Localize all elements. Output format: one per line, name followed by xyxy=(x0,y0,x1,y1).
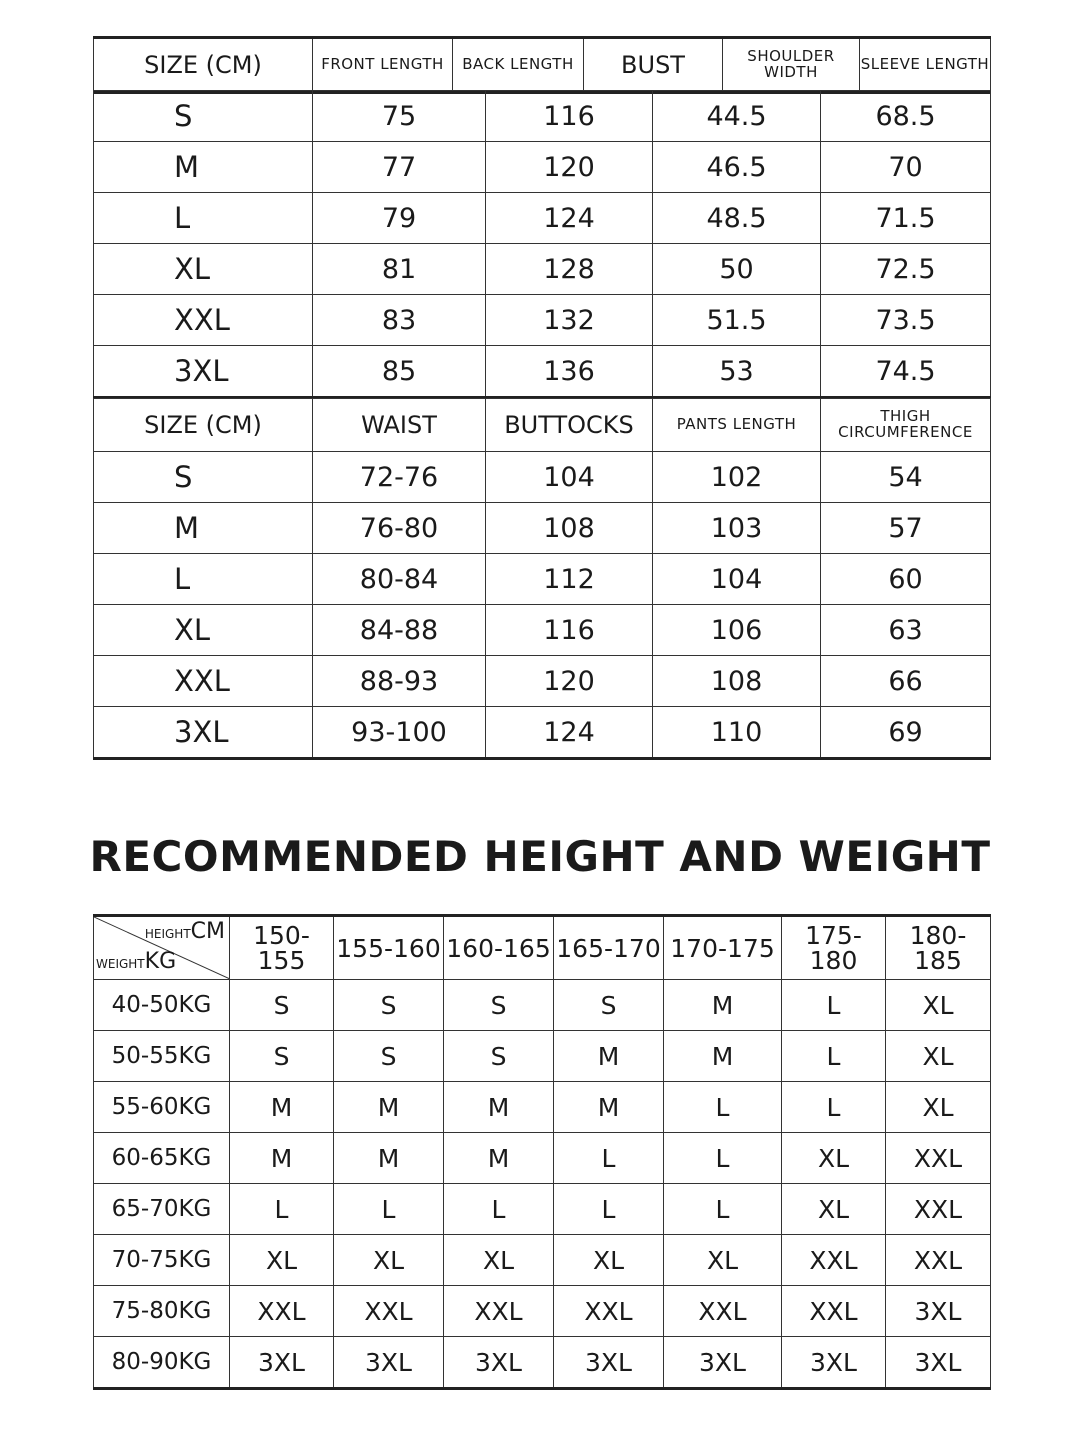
waist-cell: 76-80 xyxy=(313,503,486,554)
recommended-size-cell: XXL xyxy=(782,1235,886,1286)
back-length-cell: 128 xyxy=(486,244,653,295)
recommended-size-cell: XL xyxy=(886,980,991,1031)
recommended-size-cell: L xyxy=(664,1184,782,1235)
size-cell: M xyxy=(94,503,313,554)
recommended-size-cell: 3XL xyxy=(334,1337,444,1389)
size-cell: S xyxy=(94,91,313,142)
table-row xyxy=(94,1133,991,1184)
header-pants-length: PANTS LENGTH xyxy=(653,399,821,452)
recommended-size-cell: L xyxy=(782,980,886,1031)
pants-length-cell: 104 xyxy=(653,554,821,605)
table-row xyxy=(94,1031,991,1082)
weight-cell: 50-55KG xyxy=(94,1031,230,1082)
recommended-size-cell: M xyxy=(444,1082,554,1133)
size-cell: S xyxy=(94,452,313,503)
table-row xyxy=(94,1235,991,1286)
recommended-size-cell: S xyxy=(334,980,444,1031)
front-length-cell: 85 xyxy=(313,346,486,398)
sleeve-length-cell: 73.5 xyxy=(821,295,991,346)
thigh-cell: 66 xyxy=(821,656,991,707)
table-row xyxy=(94,554,991,605)
table-row xyxy=(94,452,991,503)
recommend-header-row xyxy=(94,916,991,980)
table-row xyxy=(94,1337,991,1389)
recommended-size-cell: XXL xyxy=(886,1184,991,1235)
recommended-size-cell: L xyxy=(664,1133,782,1184)
recommended-size-cell: L xyxy=(782,1082,886,1133)
upper-size-table xyxy=(93,36,991,94)
pants-length-cell: 110 xyxy=(653,707,821,759)
buttocks-cell: 104 xyxy=(486,452,653,503)
back-length-cell: 136 xyxy=(486,346,653,398)
back-length-cell: 116 xyxy=(486,91,653,142)
recommended-size-cell: XXL xyxy=(886,1235,991,1286)
size-cell: L xyxy=(94,554,313,605)
recommended-size-cell: M xyxy=(444,1133,554,1184)
back-length-cell: 120 xyxy=(486,142,653,193)
sleeve-length-cell: 70 xyxy=(821,142,991,193)
recommended-size-cell: L xyxy=(334,1184,444,1235)
pants-length-cell: 108 xyxy=(653,656,821,707)
recommended-size-cell: L xyxy=(782,1031,886,1082)
buttocks-cell: 120 xyxy=(486,656,653,707)
recommend-table xyxy=(93,914,991,1390)
weight-cell: 55-60KG xyxy=(94,1082,230,1133)
bust-cell: 53 xyxy=(653,346,821,398)
bust-cell: 44.5 xyxy=(653,91,821,142)
sleeve-length-cell: 74.5 xyxy=(821,346,991,398)
waist-cell: 84-88 xyxy=(313,605,486,656)
waist-cell: 72-76 xyxy=(313,452,486,503)
upper-header-row xyxy=(94,38,991,93)
table-row xyxy=(94,503,991,554)
weight-cell: 40-50KG xyxy=(94,980,230,1031)
front-length-cell: 79 xyxy=(313,193,486,244)
height-col-3: 165-170 xyxy=(554,916,664,980)
header-size: SIZE (CM) xyxy=(94,38,313,93)
recommended-size-cell: M xyxy=(554,1082,664,1133)
height-col-6: 180-185 xyxy=(886,916,991,980)
recommended-size-cell: M xyxy=(334,1082,444,1133)
waist-cell: 93-100 xyxy=(313,707,486,759)
pants-length-cell: 106 xyxy=(653,605,821,656)
bust-cell: 46.5 xyxy=(653,142,821,193)
recommended-size-cell: XL xyxy=(444,1235,554,1286)
table-row xyxy=(94,707,991,759)
recommended-size-cell: XL xyxy=(554,1235,664,1286)
recommended-size-cell: XL xyxy=(782,1133,886,1184)
header-shoulder-width: SHOULDER WIDTH xyxy=(723,38,860,93)
thigh-cell: 57 xyxy=(821,503,991,554)
table-row xyxy=(94,1286,991,1337)
bust-cell: 51.5 xyxy=(653,295,821,346)
recommended-size-cell: L xyxy=(554,1133,664,1184)
pants-length-cell: 102 xyxy=(653,452,821,503)
recommended-size-cell: S xyxy=(230,980,334,1031)
table-row xyxy=(94,295,991,346)
sleeve-length-cell: 71.5 xyxy=(821,193,991,244)
recommended-size-cell: S xyxy=(444,980,554,1031)
thigh-cell: 63 xyxy=(821,605,991,656)
recommended-size-cell: M xyxy=(554,1031,664,1082)
table-row xyxy=(94,142,991,193)
pants-length-cell: 103 xyxy=(653,503,821,554)
height-col-0: 150-155 xyxy=(230,916,334,980)
thigh-cell: 54 xyxy=(821,452,991,503)
recommended-size-cell: M xyxy=(230,1082,334,1133)
recommend-title: RECOMMENDED HEIGHT AND WEIGHT xyxy=(89,832,991,881)
weight-unit: KG xyxy=(144,949,177,974)
header-buttocks: BUTTOCKS xyxy=(486,399,653,452)
recommended-size-cell: L xyxy=(444,1184,554,1235)
height-word: HEIGHT xyxy=(144,927,191,941)
table-row xyxy=(94,605,991,656)
recommended-size-cell: XXL xyxy=(886,1133,991,1184)
header-size-2: SIZE (CM) xyxy=(94,399,313,452)
recommended-size-cell: S xyxy=(334,1031,444,1082)
recommended-size-cell: 3XL xyxy=(230,1337,334,1389)
recommended-size-cell: M xyxy=(664,1031,782,1082)
recommended-size-cell: XXL xyxy=(230,1286,334,1337)
recommended-size-cell: L xyxy=(554,1184,664,1235)
weight-cell: 65-70KG xyxy=(94,1184,230,1235)
recommended-size-cell: 3XL xyxy=(554,1337,664,1389)
height-corner-label xyxy=(145,921,225,943)
buttocks-cell: 124 xyxy=(486,707,653,759)
size-cell: XL xyxy=(94,244,313,295)
sleeve-length-cell: 72.5 xyxy=(821,244,991,295)
table-row xyxy=(94,656,991,707)
recommended-size-cell: L xyxy=(230,1184,334,1235)
upper-size-body xyxy=(93,90,991,399)
size-cell: XXL xyxy=(94,656,313,707)
recommended-size-cell: XL xyxy=(230,1235,334,1286)
front-length-cell: 77 xyxy=(313,142,486,193)
recommended-size-cell: M xyxy=(334,1133,444,1184)
lower-header-row xyxy=(94,399,991,452)
weight-cell: 60-65KG xyxy=(94,1133,230,1184)
size-cell: 3XL xyxy=(94,707,313,759)
header-bust: BUST xyxy=(584,38,723,93)
recommended-size-cell: XXL xyxy=(334,1286,444,1337)
recommended-size-cell: L xyxy=(664,1082,782,1133)
recommended-size-cell: M xyxy=(230,1133,334,1184)
weight-cell: 75-80KG xyxy=(94,1286,230,1337)
recommended-size-cell: XXL xyxy=(782,1286,886,1337)
sleeve-length-cell: 68.5 xyxy=(821,91,991,142)
front-length-cell: 75 xyxy=(313,91,486,142)
recommended-size-cell: XXL xyxy=(664,1286,782,1337)
header-sleeve-length: SLEEVE LENGTH xyxy=(860,38,991,93)
thigh-cell: 60 xyxy=(821,554,991,605)
front-length-cell: 81 xyxy=(313,244,486,295)
table-row xyxy=(94,193,991,244)
table-row xyxy=(94,1082,991,1133)
header-thigh-circumference: THIGH CIRCUMFERENCE xyxy=(821,399,991,452)
buttocks-cell: 112 xyxy=(486,554,653,605)
back-length-cell: 132 xyxy=(486,295,653,346)
recommended-size-cell: XL xyxy=(886,1031,991,1082)
weight-corner-label xyxy=(96,951,176,973)
buttocks-cell: 108 xyxy=(486,503,653,554)
recommended-size-cell: M xyxy=(664,980,782,1031)
size-cell: 3XL xyxy=(94,346,313,398)
size-cell: XL xyxy=(94,605,313,656)
recommended-size-cell: S xyxy=(554,980,664,1031)
height-col-5: 175-180 xyxy=(782,916,886,980)
height-col-4: 170-175 xyxy=(664,916,782,980)
bust-cell: 50 xyxy=(653,244,821,295)
buttocks-cell: 116 xyxy=(486,605,653,656)
lower-size-table xyxy=(93,398,991,760)
table-row xyxy=(94,346,991,398)
header-waist: WAIST xyxy=(313,399,486,452)
recommended-size-cell: S xyxy=(230,1031,334,1082)
waist-cell: 88-93 xyxy=(313,656,486,707)
recommended-size-cell: 3XL xyxy=(444,1337,554,1389)
back-length-cell: 124 xyxy=(486,193,653,244)
recommended-size-cell: XL xyxy=(886,1082,991,1133)
front-length-cell: 83 xyxy=(313,295,486,346)
recommended-size-cell: XXL xyxy=(444,1286,554,1337)
bust-cell: 48.5 xyxy=(653,193,821,244)
recommended-size-cell: XL xyxy=(334,1235,444,1286)
weight-cell: 70-75KG xyxy=(94,1235,230,1286)
height-col-2: 160-165 xyxy=(444,916,554,980)
height-unit: CM xyxy=(190,919,225,944)
size-cell: L xyxy=(94,193,313,244)
recommended-size-cell: 3XL xyxy=(886,1337,991,1389)
recommended-size-cell: XXL xyxy=(554,1286,664,1337)
recommended-size-cell: 3XL xyxy=(782,1337,886,1389)
table-row xyxy=(94,1184,991,1235)
thigh-cell: 69 xyxy=(821,707,991,759)
recommended-size-cell: XL xyxy=(782,1184,886,1235)
corner-cell xyxy=(94,916,230,980)
recommended-size-cell: 3XL xyxy=(664,1337,782,1389)
weight-cell: 80-90KG xyxy=(94,1337,230,1389)
height-col-1: 155-160 xyxy=(334,916,444,980)
recommended-size-cell: XL xyxy=(664,1235,782,1286)
header-back-length: BACK LENGTH xyxy=(453,38,584,93)
size-cell: XXL xyxy=(94,295,313,346)
size-cell: M xyxy=(94,142,313,193)
table-row xyxy=(94,244,991,295)
waist-cell: 80-84 xyxy=(313,554,486,605)
table-row xyxy=(94,91,991,142)
table-row xyxy=(94,980,991,1031)
weight-word: WEIGHT xyxy=(96,957,145,971)
recommended-size-cell: S xyxy=(444,1031,554,1082)
header-front-length: FRONT LENGTH xyxy=(313,38,453,93)
recommended-size-cell: 3XL xyxy=(886,1286,991,1337)
